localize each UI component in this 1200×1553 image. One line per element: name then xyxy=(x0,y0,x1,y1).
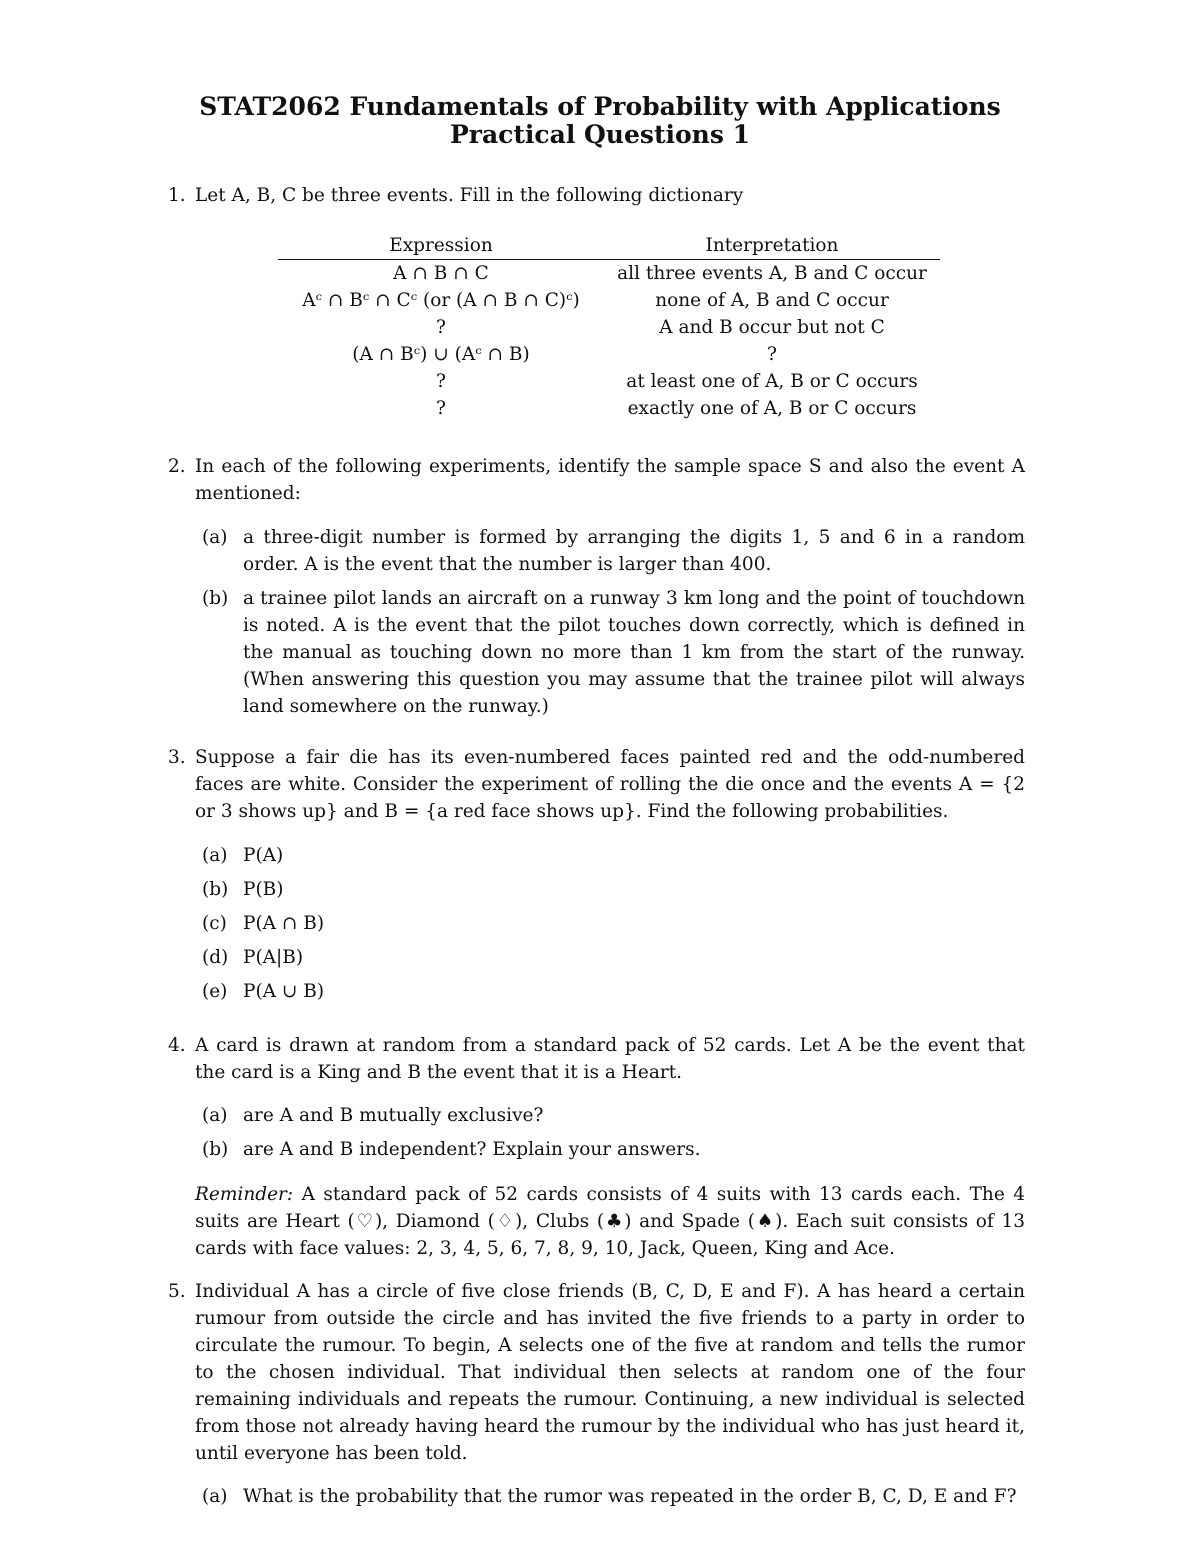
question-2b-text: a trainee pilot lands an aircraft on a runway 3 km long and the point of touchdown is noted. A is the event that the pilot touches down correctly, which is defined in the manual as touching down no more than 1 km from the start of the runway. (When answering this question you may assume that the trainee pilot will always land somewhere on the runway.) xyxy=(243,588,1025,717)
table-cell-expression: A ∩ B ∩ C xyxy=(393,263,489,284)
question-2b-label: (b) xyxy=(202,588,229,609)
question-3d-label: (d) xyxy=(202,947,229,968)
table-row xyxy=(278,287,940,314)
reminder-label: Reminder: xyxy=(195,1184,294,1205)
table-row xyxy=(278,368,940,395)
question-3a-text: P(A) xyxy=(243,845,284,866)
table-cell-interpretation: at least one of A, B or C occurs xyxy=(626,371,918,392)
question-3e-label: (e) xyxy=(202,981,228,1002)
question-3b-label: (b) xyxy=(202,879,229,900)
question-4a-text: are A and B mutually exclusive? xyxy=(243,1105,544,1126)
table-cell-interpretation: none of A, B and C occur xyxy=(655,290,889,311)
question-2-number: 2. xyxy=(168,456,186,477)
table-cell-expression: ? xyxy=(436,371,446,392)
question-3c-text: P(A ∩ B) xyxy=(243,913,325,934)
table-cell-interpretation: A and B occur but not C xyxy=(659,317,885,338)
question-3-text: Suppose a fair die has its even-numbered faces painted red and the odd-numbered faces are white. Consider the experiment of rolling the die once and the events A = {2 or 3 shows up} and B = {a red face shows up}. Find the following probabilities. xyxy=(195,747,1025,822)
table-row xyxy=(278,314,940,341)
question-1-text: Let A, B, C be three events. Fill in the following dictionary xyxy=(195,185,744,206)
table-header-expression: Expression xyxy=(278,232,604,260)
document-subtitle: Practical Questions 1 xyxy=(449,120,751,149)
question-3e-text: P(A ∪ B) xyxy=(243,981,325,1002)
table-row xyxy=(278,260,940,288)
table-cell-interpretation: all three events A, B and C occur xyxy=(617,263,927,284)
reminder-paragraph xyxy=(195,1181,1025,1262)
question-3b-text: P(B) xyxy=(243,879,284,900)
table-cell-interpretation: ? xyxy=(767,344,777,365)
table-row xyxy=(278,395,940,422)
question-2a-text: a three-digit number is formed by arranging the digits 1, 5 and 6 in a random order. A is the event that the number is larger than 400. xyxy=(243,527,1025,575)
question-5a-text: What is the probability that the rumor was repeated in the order B, C, D, E and F? xyxy=(243,1486,1017,1507)
question-4-number: 4. xyxy=(168,1035,186,1056)
question-2a-label: (a) xyxy=(202,527,228,548)
question-4b-label: (b) xyxy=(202,1139,229,1160)
question-5a-label: (a) xyxy=(202,1486,228,1507)
question-3c-label: (c) xyxy=(202,913,227,934)
table-header-interpretation: Interpretation xyxy=(604,232,940,260)
document-title: STAT2062 Fundamentals of Probability with Applications xyxy=(199,92,1001,121)
dictionary-table xyxy=(278,232,940,422)
question-5-number: 5. xyxy=(168,1281,186,1302)
question-2-text: In each of the following experiments, identify the sample space S and also the event A mentioned: xyxy=(195,456,1025,504)
question-3-number: 3. xyxy=(168,747,186,768)
table-cell-expression: (A ∩ Bᶜ) ∪ (Aᶜ ∩ B) xyxy=(352,344,530,365)
reminder-text: A standard pack of 52 cards consists of 4 suits with 13 cards each. The 4 suits are Heart (♡), Diamond (♢), Clubs (♣) and Spade (♠). Each suit consists of 13 cards with face values: 2, 3, 4, 5, 6, 7, 8, 9, 10, Jack, Queen, King and Ace. xyxy=(195,1184,1025,1259)
question-3a-label: (a) xyxy=(202,845,228,866)
table-cell-interpretation: exactly one of A, B or C occurs xyxy=(627,398,917,419)
table-cell-expression: Aᶜ ∩ Bᶜ ∩ Cᶜ (or (A ∩ B ∩ C)ᶜ) xyxy=(302,290,580,311)
question-4b-text: are A and B independent? Explain your answers. xyxy=(243,1139,701,1160)
question-5-text: Individual A has a circle of five close friends (B, C, D, E and F). A has heard a certain rumour from outside the circle and has invited the five friends to a party in order to circulate the rumour. To begin, A selects one of the five at random and tells the rumor to the chosen individual. That individual then selects at random one of the four remaining individuals and repeats the rumour. Continuing, a new individual is selected from those not already having heard the rumour by the individual who has just heard it, until everyone has been told. xyxy=(195,1281,1025,1464)
table-row xyxy=(278,341,940,368)
question-1-number: 1. xyxy=(168,185,186,206)
table-cell-expression: ? xyxy=(436,317,446,338)
question-3d-text: P(A|B) xyxy=(243,947,304,968)
question-4-text: A card is drawn at random from a standard pack of 52 cards. Let A be the event that the card is a King and B the event that it is a Heart. xyxy=(195,1035,1025,1083)
question-4a-label: (a) xyxy=(202,1105,228,1126)
table-header-row xyxy=(278,232,940,260)
table-cell-expression: ? xyxy=(436,398,446,419)
